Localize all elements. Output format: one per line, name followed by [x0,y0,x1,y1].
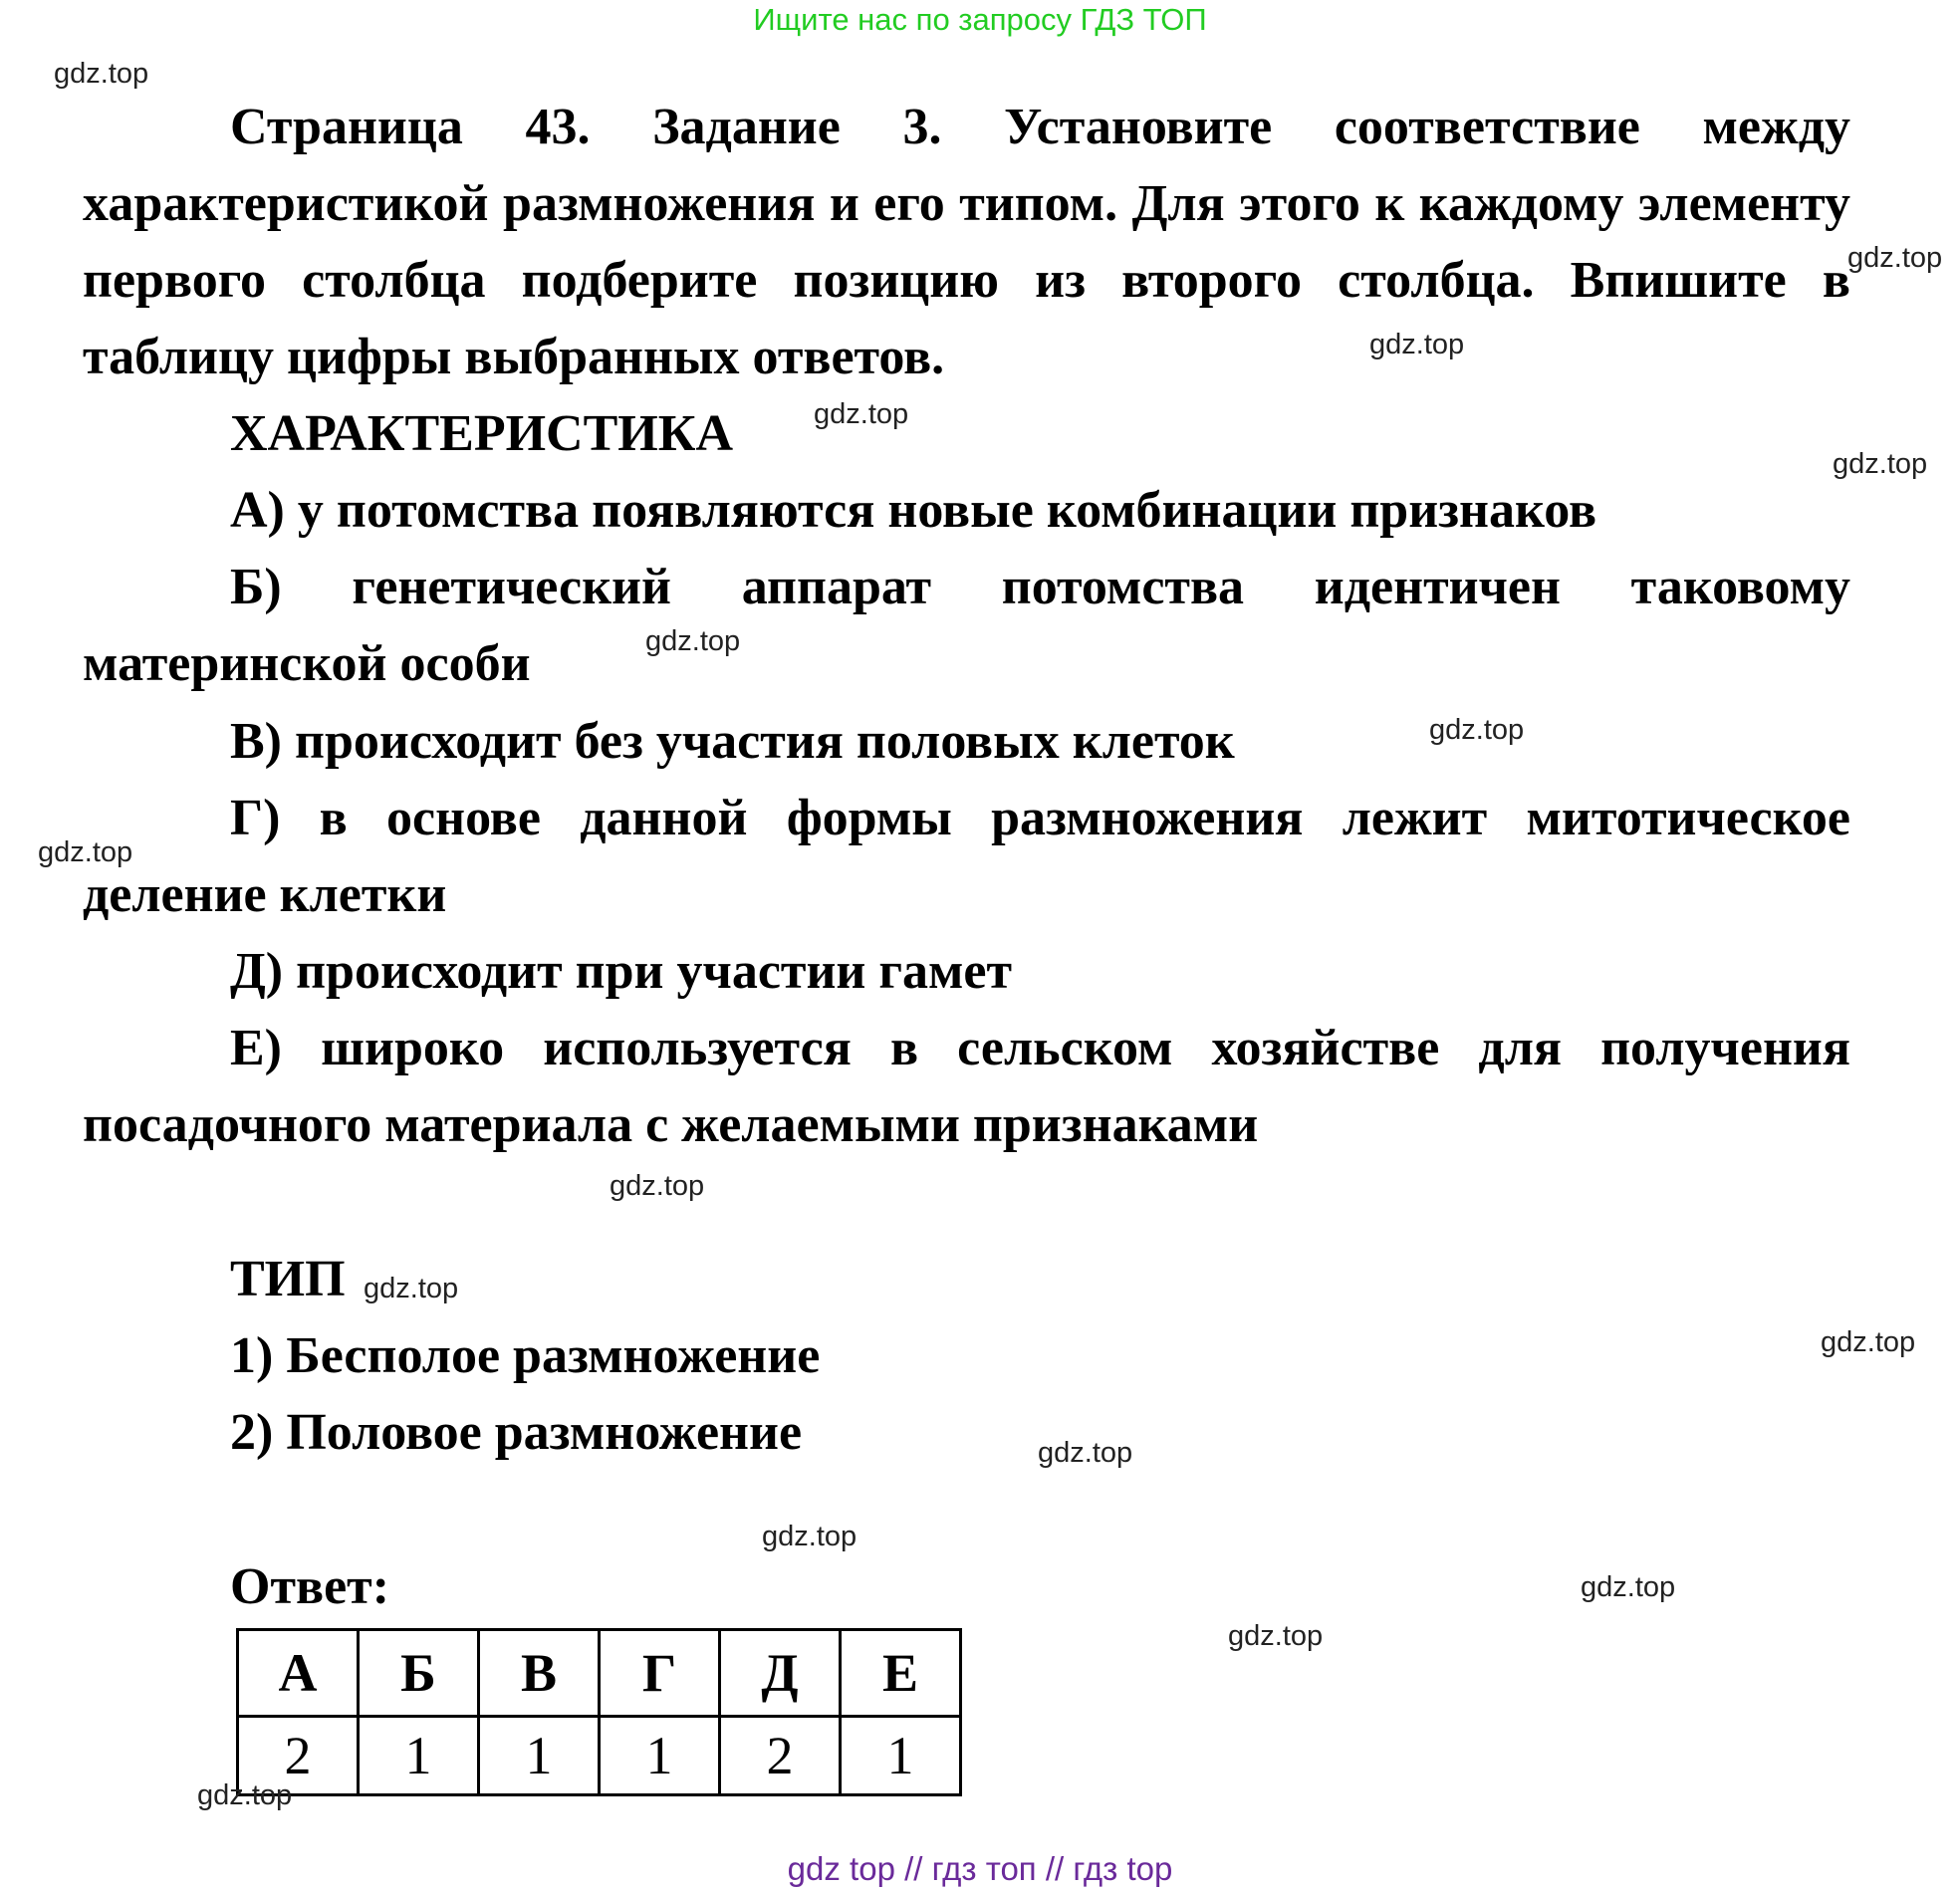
watermark: gdz.top [1429,714,1525,746]
answer-value-cell: 1 [359,1717,479,1795]
characteristic-item-b: Б) генетический аппарат потомства идентичен таковому материнской особи [83,559,1850,692]
site-footer: gdz top // гдз топ // гдз top [787,1850,1173,1887]
characteristic-item-a: А) у потомства появляются новые комбинации признаков [230,482,1597,539]
watermark: gdz.top [197,1779,293,1811]
answer-table [236,1628,962,1796]
characteristic-heading: ХАРАКТЕРИСТИКА [230,405,733,462]
watermark: gdz.top [1038,1437,1133,1469]
answer-letter-cell: Д [720,1630,841,1717]
type-item-2: 2) Половое размножение [230,1404,803,1461]
watermark: gdz.top [610,1170,705,1202]
answer-header-row [238,1630,961,1717]
answer-label: Ответ: [230,1558,390,1615]
answer-letter-cell: Г [600,1630,720,1717]
answer-letter-cell: А [238,1630,359,1717]
answer-value-cell: 2 [720,1717,841,1795]
watermark: gdz.top [38,836,133,868]
watermark: gdz.top [1821,1326,1916,1358]
watermark: gdz.top [54,58,149,90]
answer-values-row [238,1717,961,1795]
watermark: gdz.top [1833,448,1928,480]
task-intro: Страница 43. Задание 3. Установите соответствие между характеристикой размножения и его типом. Для этого к каждому элементу первого столбца подберите позицию из второго столбца. Впишите в таблицу цифры выбранных ответов. [83,99,1850,385]
answer-letter-cell: Е [841,1630,961,1717]
watermark: gdz.top [1847,242,1943,274]
answer-letter-cell: В [479,1630,600,1717]
answer-value-cell: 1 [479,1717,600,1795]
characteristic-item-g: Г) в основе данной формы размножения лежит митотическое деление клетки [83,790,1850,923]
watermark: gdz.top [645,625,741,657]
characteristic-item-v: В) происходит без участия половых клеток [230,713,1235,770]
search-banner: Ищите нас по запросу ГДЗ ТОП [753,2,1207,37]
type-item-1: 1) Бесполое размножение [230,1327,821,1384]
watermark: gdz.top [1581,1571,1676,1603]
watermark: gdz.top [762,1521,858,1552]
watermark: gdz.top [1369,329,1465,360]
answer-value-cell: 2 [238,1717,359,1795]
answer-letter-cell: Б [359,1630,479,1717]
answer-value-cell: 1 [841,1717,961,1795]
characteristic-item-e: Е) широко используется в сельском хозяйстве для получения посадочного материала с желаемыми признаками [83,1020,1850,1153]
answer-value-cell: 1 [600,1717,720,1795]
watermark: gdz.top [1228,1620,1324,1652]
type-heading: ТИП [230,1251,346,1307]
characteristic-item-d: Д) происходит при участии гамет [230,943,1013,1000]
watermark: gdz.top [814,398,909,430]
watermark: gdz.top [364,1273,459,1304]
